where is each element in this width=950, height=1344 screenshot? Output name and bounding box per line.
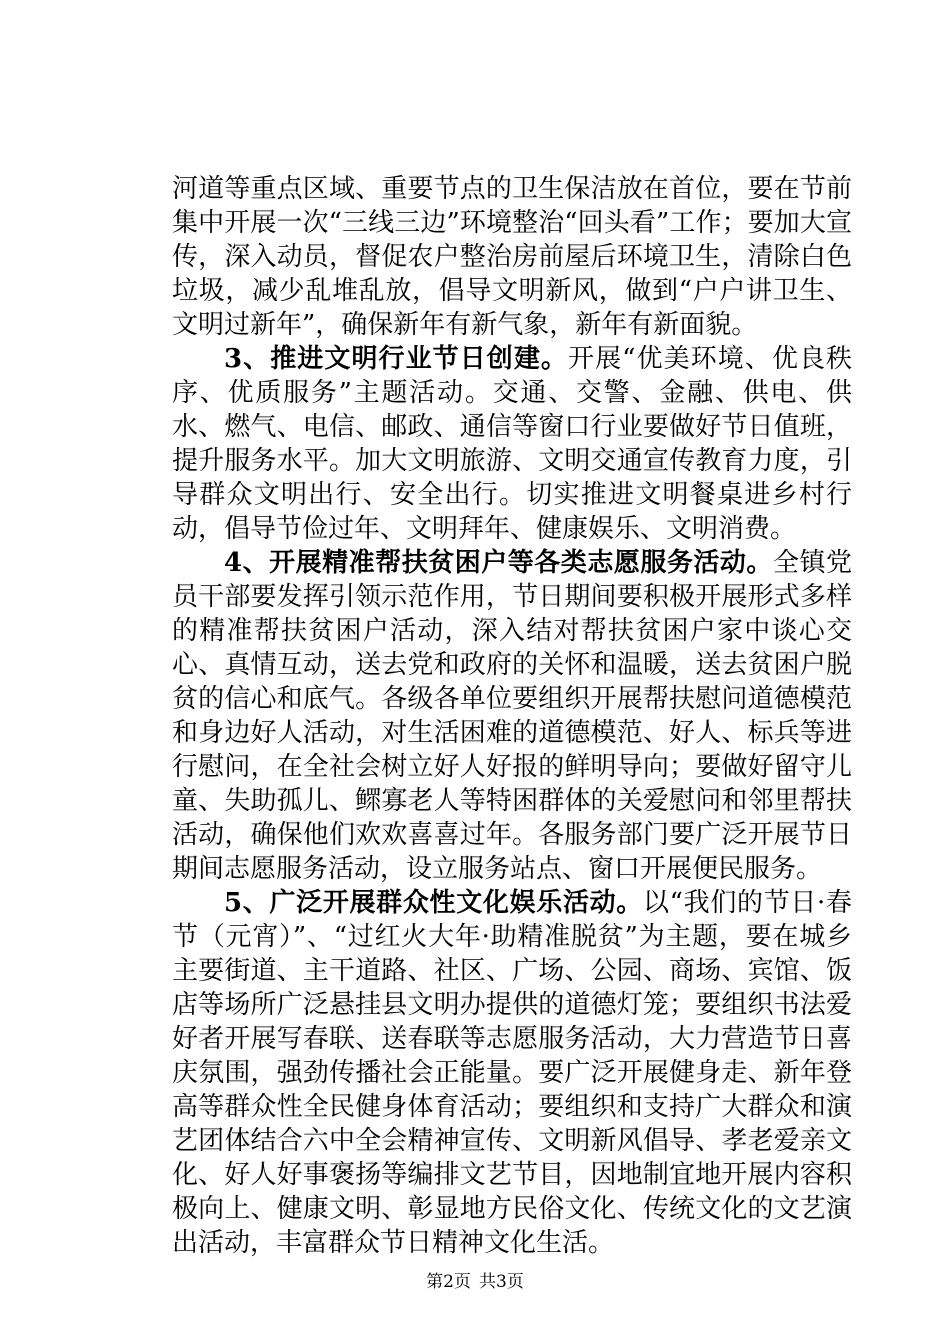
page-total: 共3页 — [479, 1272, 524, 1292]
paragraph-heading: 3、推进文明行业节日创建。 — [224, 344, 569, 374]
paragraph-text: 开展“优美环境、优良秩序、优质服务”主题活动。交通、交警、金融、供电、供水、燃气、电信、邮政、通信等窗口行业要做好节日值班，提升服务水平。加大文明旅游、文明交通宣传教育力度，引导群众文明出行、安全出行。切实推进文明餐桌进乡村行动，倡导节俭过年、文明拜年、健康娱乐、文明消费。 — [172, 344, 853, 544]
paragraph-5 — [172, 886, 852, 1260]
paragraph-4 — [172, 546, 852, 886]
paragraph-heading: 5、广泛开展群众性文化娱乐活动。 — [224, 888, 643, 918]
paragraph-text: 以“我们的节日·春节（元宵）”、“过红火大年·助精准脱贫”为主题，要在城乡主要街道、主干道路、社区、广场、公园、商场、宾馆、饭店等场所广泛悬挂县文明办提供的道德灯笼；要组织书法爱好者开展写春联、送春联等志愿服务活动，大力营造节日喜庆氛围，强劲传播社会正能量。要广泛开展健身走、新年登高等群众性全民健身体育活动；要组织和支持广大群众和演艺团体结合六中全会精神宣传、文明新风倡导、孝老爱亲文化、好人好事褒扬等编排文艺节目，因地制宜地开展内容积极向上、健康文明、彰显地方民俗文化、传统文化的文艺演出活动，丰富群众节日精神文化生活。 — [172, 888, 853, 1258]
paragraph-3 — [172, 342, 852, 546]
paragraph-text: 全镇党员干部要发挥引领示范作用，节日期间要积极开展形式多样的精准帮扶贫困户活动，深入结对帮扶贫困户家中谈心交心、真情互动，送去党和政府的关怀和温暖，送去贫困户脱贫的信心和底气。各级各单位要组织开展帮扶慰问道德模范和身边好人活动，对生活困难的道德模范、好人、标兵等进行慰问，在全社会树立好人好报的鲜明导向；要做好留守儿童、失助孤儿、鳏寡老人等特困群体的关爱慰问和邻里帮扶活动，确保他们欢欢喜喜过年。各服务部门要广泛开展节日期间志愿服务活动，设立服务站点、窗口开展便民服务。 — [172, 548, 852, 884]
paragraph-heading: 4、开展精准帮扶贫困户等各类志愿服务活动。 — [224, 548, 773, 578]
page-number: 第2页 — [426, 1272, 471, 1292]
document-body — [172, 172, 852, 1260]
paragraph-continuation — [172, 172, 852, 342]
page-footer — [0, 1271, 950, 1293]
paragraph-text: 河道等重点区域、重要节点的卫生保洁放在首位，要在节前集中开展一次“三线三边”环境整治“回头看”工作；要加大宣传，深入动员，督促农户整治房前屋后环境卫生，清除白色垃圾，减少乱堆乱放，倡导文明新风，做到“户户讲卫生、文明过新年”，确保新年有新气象，新年有新面貌。 — [172, 174, 852, 340]
